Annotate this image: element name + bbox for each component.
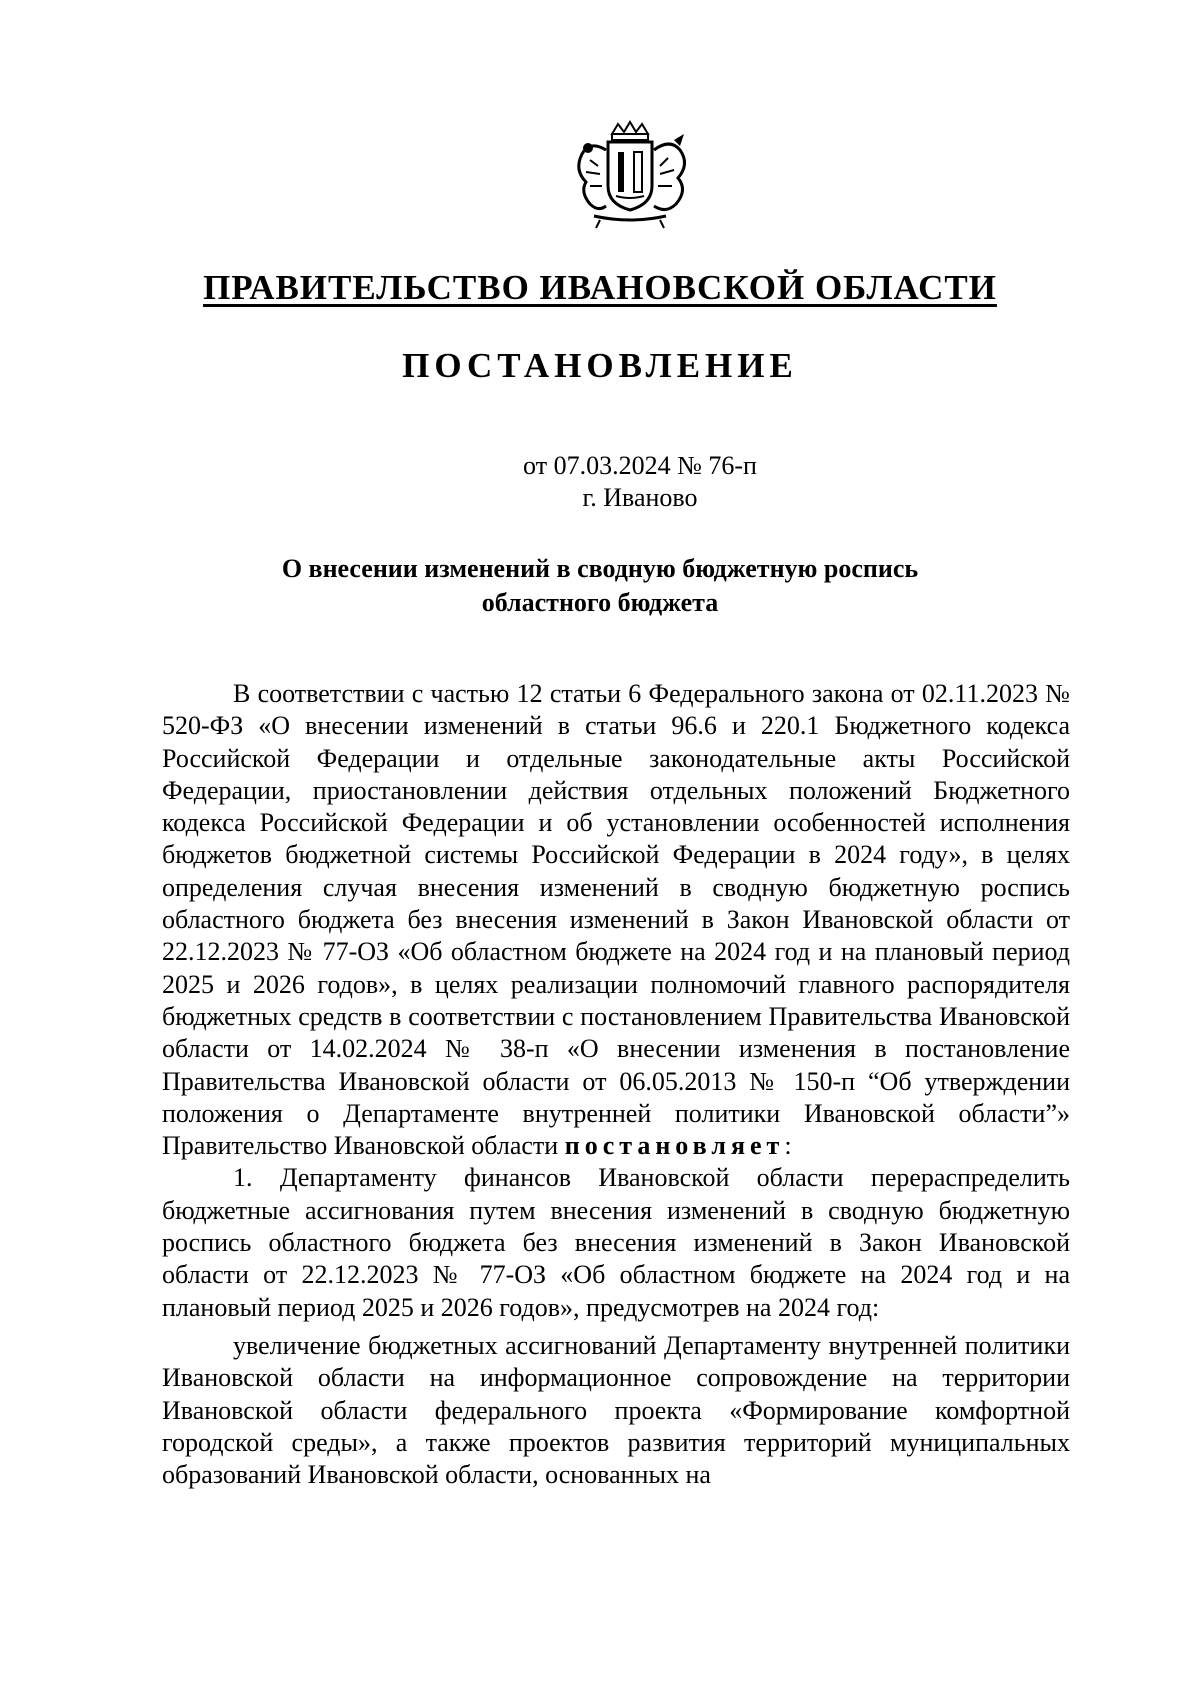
date-number: от 07.03.2024 № 76-п bbox=[523, 451, 757, 480]
organization-title bbox=[0, 268, 1200, 308]
decree-colon: : bbox=[784, 1131, 792, 1161]
coat-of-arms-icon bbox=[560, 120, 700, 230]
subject-line-2: областного бюджета bbox=[481, 588, 719, 617]
subject-line-1: О внесении изменений в сводную бюджетную роспись bbox=[281, 554, 919, 583]
document-body bbox=[162, 678, 1070, 1491]
document-subject bbox=[0, 552, 1200, 620]
city: г. Иваново bbox=[582, 483, 698, 512]
paragraph-item-1: 1. Департаменту финансов Ивановской области перераспределить бюджетные ассигнования путем внесения изменений в сводную бюджетную роспись областного бюджета без внесения изменений в Закон Ивановской области от 22.12.2023 № 77-ОЗ «Об областном бюджете на 2024 год и на плановый период 2025 и 2026 годов», предусмотрев на 2024 год: bbox=[162, 1163, 1070, 1322]
document-meta bbox=[0, 450, 1200, 514]
preamble-text: В соответствии с частью 12 статьи 6 Федерального закона от 02.11.2023 № 520-ФЗ «О внесении изменений в статьи 96.6 и 220.1 Бюджетного кодекса Российской Федерации и отдельные законодательные акты Российской Федерации, приостановлении действия отдельных положений Бюджетного кодекса Российской Федерации и об установлении особенностей исполнения бюджетов бюджетной системы Российской Федерации в 2024 году», в целях определения случая внесения изменений в сводную бюджетную роспись областного бюджета без внесения изменений в Закон Ивановской области от 22.12.2023 № 77-ОЗ «Об областном бюджете на 2024 год и на плановый период 2025 и 2026 годов», в целях реализации полномочий главного распорядителя бюджетных средств в соответствии с постановлением Правительства Ивановской области от 14.02.2024 № 38-п «О внесении изменения в постановление Правительства Ивановской области от 06.05.2013 № 150-п “Об утверждении положения о Департаменте внутренней политики Ивановской области”» Правительство Ивановской области bbox=[162, 679, 1070, 1161]
document-type: ПОСТАНОВЛЕНИЕ bbox=[402, 346, 798, 385]
paragraph-increase: увеличение бюджетных ассигнований Департаменту внутренней политики Ивановской области на информационное сопровождение на территории Ивановской области федерального проекта «Формирование комфортной городской среды», а также проектов развития территорий муниципальных образований Ивановской области, основанных на bbox=[162, 1330, 1070, 1490]
decree-word: постановляет bbox=[564, 1131, 785, 1161]
paragraph-preamble bbox=[162, 678, 1070, 1162]
organization-title-text: ПРАВИТЕЛЬСТВО ИВАНОВСКОЙ ОБЛАСТИ bbox=[203, 268, 997, 307]
